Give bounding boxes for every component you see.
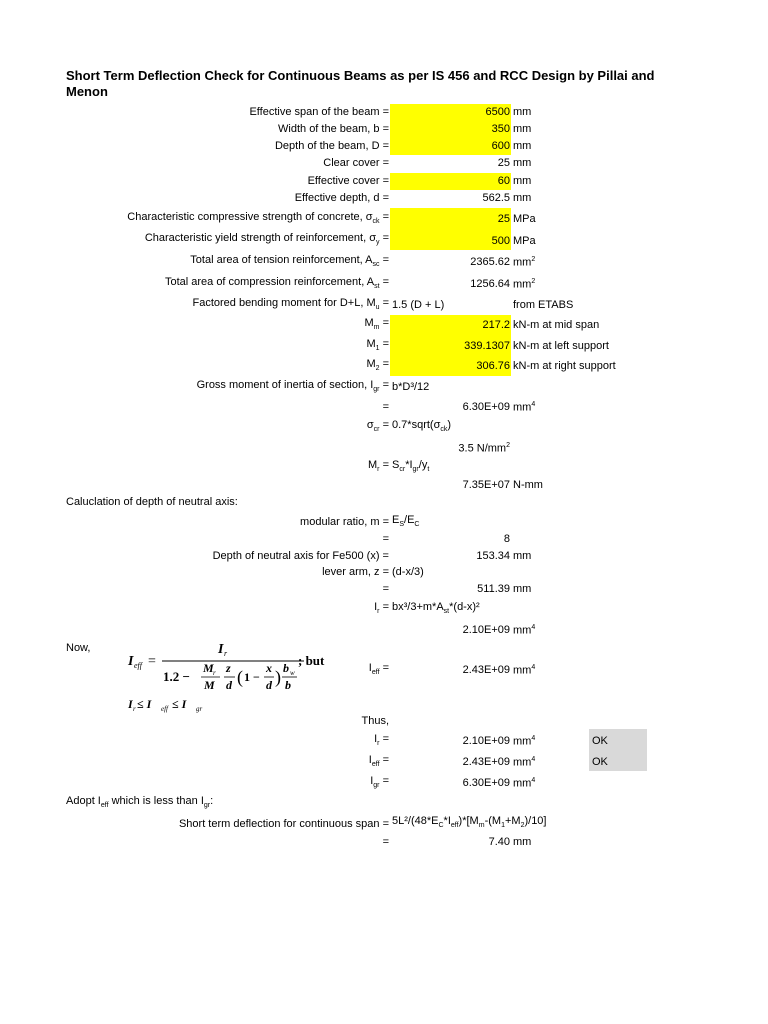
deflection-label: Short term deflection for continuous span = <box>178 818 389 830</box>
eq-ineq-mid: ≤ I <box>137 697 152 711</box>
modular-formula: $E_S/E_C$ <box>392 514 420 529</box>
eff-cover-value[interactable]: 60 <box>497 175 510 187</box>
neutral-axis-heading: Caluclation of depth of neutral axis: <box>66 496 238 508</box>
depth-value[interactable]: 600 <box>491 140 510 152</box>
deflection-eq: = <box>382 836 389 848</box>
ir-unit: $mm^4$ <box>513 624 536 637</box>
eq-paren-open: ( <box>237 667 243 687</box>
eq-but: ; but <box>298 653 325 668</box>
input-highlight <box>390 173 511 190</box>
ast-unit: $mm^2$ <box>513 256 536 269</box>
check-ir-value: 2.10E+09 <box>462 735 510 747</box>
igr-value: 6.30E+09 <box>462 401 510 413</box>
eq-z: z <box>226 661 231 675</box>
fy-label: Characteristic yield strength of reinforcement, $\sigma_y$ = <box>144 232 389 247</box>
scr-value-row: 3.5 $N/mm^2$ <box>458 442 510 455</box>
width-value[interactable]: 350 <box>491 123 510 135</box>
ir-formula: bx³/$3+m*A_{st}*(d-x)^2$ <box>392 601 480 616</box>
eq-den-a: 1.2 − <box>163 669 190 684</box>
check-ieff-value: 2.43E+09 <box>462 756 510 768</box>
lever-eq: = <box>382 583 389 595</box>
lever-label: lever arm, z = <box>322 566 389 578</box>
eq-num: I <box>218 642 224 657</box>
mm-unit: kN-m at mid span <box>513 319 600 331</box>
ieff-equation <box>126 636 325 716</box>
page-title: Short Term Deflection Check for Continuous Beams as per IS 456 and RCC Design by Pillai and Menon <box>66 68 655 99</box>
eq-num-sub: r <box>224 649 228 658</box>
mm-label: $M_m$ = <box>364 317 389 332</box>
mr-unit: N-mm <box>513 479 543 491</box>
asc-label: Total area of compression reinforcement, $A_{st}$ = <box>164 276 389 291</box>
eq-b: b <box>285 678 291 692</box>
fck-unit: MPa <box>513 213 536 225</box>
m2-unit: kN-m at right support <box>513 360 616 372</box>
check-ir-label: $I_r$ = <box>374 733 389 748</box>
eq-m: M <box>204 678 215 692</box>
lever-value: 511.39 <box>477 583 510 595</box>
thus-label: Thus, <box>361 715 389 727</box>
mr-label: $M_r$ = <box>368 459 389 474</box>
igr-label: Gross moment of inertia of section, $I_{gr}$ = <box>196 379 389 394</box>
xdepth-label: Depth of neutral axis for Fe500 (x) = <box>212 550 389 562</box>
check-igr-label: $I_{gr}$ = <box>370 775 389 790</box>
eq-ineq-sub1: r <box>133 705 136 713</box>
mu-formula: 1.5 (D + L) <box>392 299 445 311</box>
modular-label: modular ratio, m = <box>300 516 389 528</box>
eq-d2: d <box>266 678 272 692</box>
igr-eq: = <box>382 401 389 413</box>
eff-depth-value[interactable]: 562.5 <box>482 192 510 204</box>
eq-ineq-sub3: gr <box>196 705 203 713</box>
adopt-text: Adopt $I_{eff}$ which is less than $I_{gr}$: <box>66 795 214 810</box>
mr-value: 7.35E+07 <box>462 479 510 491</box>
eff-depth-unit: mm <box>513 192 532 204</box>
xdepth-unit: mm <box>513 550 532 562</box>
mm-value[interactable]: 217.2 <box>482 319 510 331</box>
span-label: Effective span of the beam = <box>249 106 389 118</box>
span-value[interactable]: 6500 <box>485 106 510 118</box>
scr-formula: $0.7*sqrt(\sigma_{ck})$ <box>392 419 452 434</box>
eq-d: d <box>226 678 232 692</box>
eq-bw: b <box>283 661 289 675</box>
now-label: Now, <box>66 642 91 654</box>
igr-unit: $mm^4$ <box>513 401 536 414</box>
ieff-label: $I_{eff}$ = <box>368 662 389 677</box>
ast-value[interactable]: 2365.62 <box>470 256 510 268</box>
m1-unit: kN-m at left support <box>513 340 609 352</box>
span-unit: mm <box>513 106 532 118</box>
eq-ieff-sub: eff <box>134 661 142 670</box>
clear-cover-label: Clear cover = <box>323 157 389 169</box>
clear-cover-unit: mm <box>513 157 532 169</box>
check-ieff-unit: $mm^4$ <box>513 756 536 769</box>
width-unit: mm <box>513 123 532 135</box>
clear-cover-value[interactable]: 25 <box>497 157 510 169</box>
fy-unit: MPa <box>513 235 536 247</box>
asc-unit: $mm^2$ <box>513 278 536 291</box>
eff-cover-label: Effective cover = <box>307 175 389 187</box>
width-label: Width of the beam, b = <box>278 123 389 135</box>
xdepth-value: 153.34 <box>476 550 510 562</box>
eq-ineq-sub2: eff <box>161 705 168 713</box>
eq-ineq-a: I <box>128 697 133 711</box>
modular-eq: = <box>382 533 389 545</box>
asc-value[interactable]: 1256.64 <box>470 278 510 290</box>
deflection-value: 7.40 <box>488 836 510 848</box>
check-ir-status: OK <box>592 735 608 747</box>
deflection-unit: mm <box>513 836 532 848</box>
input-highlight <box>390 208 511 229</box>
ir-label: $I_r$ = <box>374 601 389 616</box>
eff-cover-unit: mm <box>513 175 532 187</box>
m1-label: $M_1$ = <box>366 338 389 353</box>
eq-equals: = <box>148 654 156 669</box>
eq-x: x <box>266 661 272 675</box>
fy-value[interactable]: 500 <box>491 235 510 247</box>
fck-label: Characteristic compressive strength of concrete, $\sigma_{ck}$ = <box>127 211 389 226</box>
m2-value[interactable]: 306.76 <box>476 360 510 372</box>
check-ir-unit: $mm^4$ <box>513 735 536 748</box>
fck-value[interactable]: 25 <box>497 213 510 225</box>
mu-label: Factored bending moment for D+L, $M_u$ = <box>192 297 389 312</box>
eq-mr: M <box>203 661 214 675</box>
eq-bw-sub: w <box>290 669 295 677</box>
eq-one: 1 − <box>244 670 260 684</box>
m1-value[interactable]: 339.1307 <box>464 340 510 352</box>
check-igr-value: 6.30E+09 <box>462 777 510 789</box>
depth-unit: mm <box>513 140 532 152</box>
lever-formula: (d-x/3) <box>392 566 424 578</box>
mu-note: from ETABS <box>513 299 574 311</box>
check-ieff-status: OK <box>592 756 608 768</box>
ieff-value: 2.43E+09 <box>462 664 510 676</box>
ieff-unit: $mm^4$ <box>513 664 536 677</box>
eq-ieff: I <box>128 654 134 669</box>
check-igr-unit: $mm^4$ <box>513 777 536 790</box>
check-ieff-label: $I_{eff}$ = <box>368 754 389 769</box>
eq-mr-sub: r <box>213 669 216 677</box>
igr-formula: b*D³/12 <box>392 381 430 393</box>
eq-ineq-mid2: ≤ I <box>172 697 187 711</box>
depth-label: Depth of the beam, D = <box>274 140 389 152</box>
mr-formula: $S_{cr}*I_{gr}/y_t$ <box>392 459 430 474</box>
modular-value: 8 <box>503 533 510 545</box>
lever-unit: mm <box>513 583 532 595</box>
ast-label: Total area of tension reinforcement, $A_{sc}$ = <box>190 254 389 269</box>
scr-label: $\sigma_{cr}$ = <box>366 419 389 434</box>
m2-label: $M_2$ = <box>366 358 389 373</box>
deflection-formula: $5L^2/(48*E_C*I_{eff})*[M_m-(M_1+M_2)/10]$ <box>392 815 547 830</box>
eff-depth-label: Effective depth, d = <box>294 192 389 204</box>
eq-paren-close: ) <box>275 667 281 687</box>
ir-value: 2.10E+09 <box>462 624 510 636</box>
